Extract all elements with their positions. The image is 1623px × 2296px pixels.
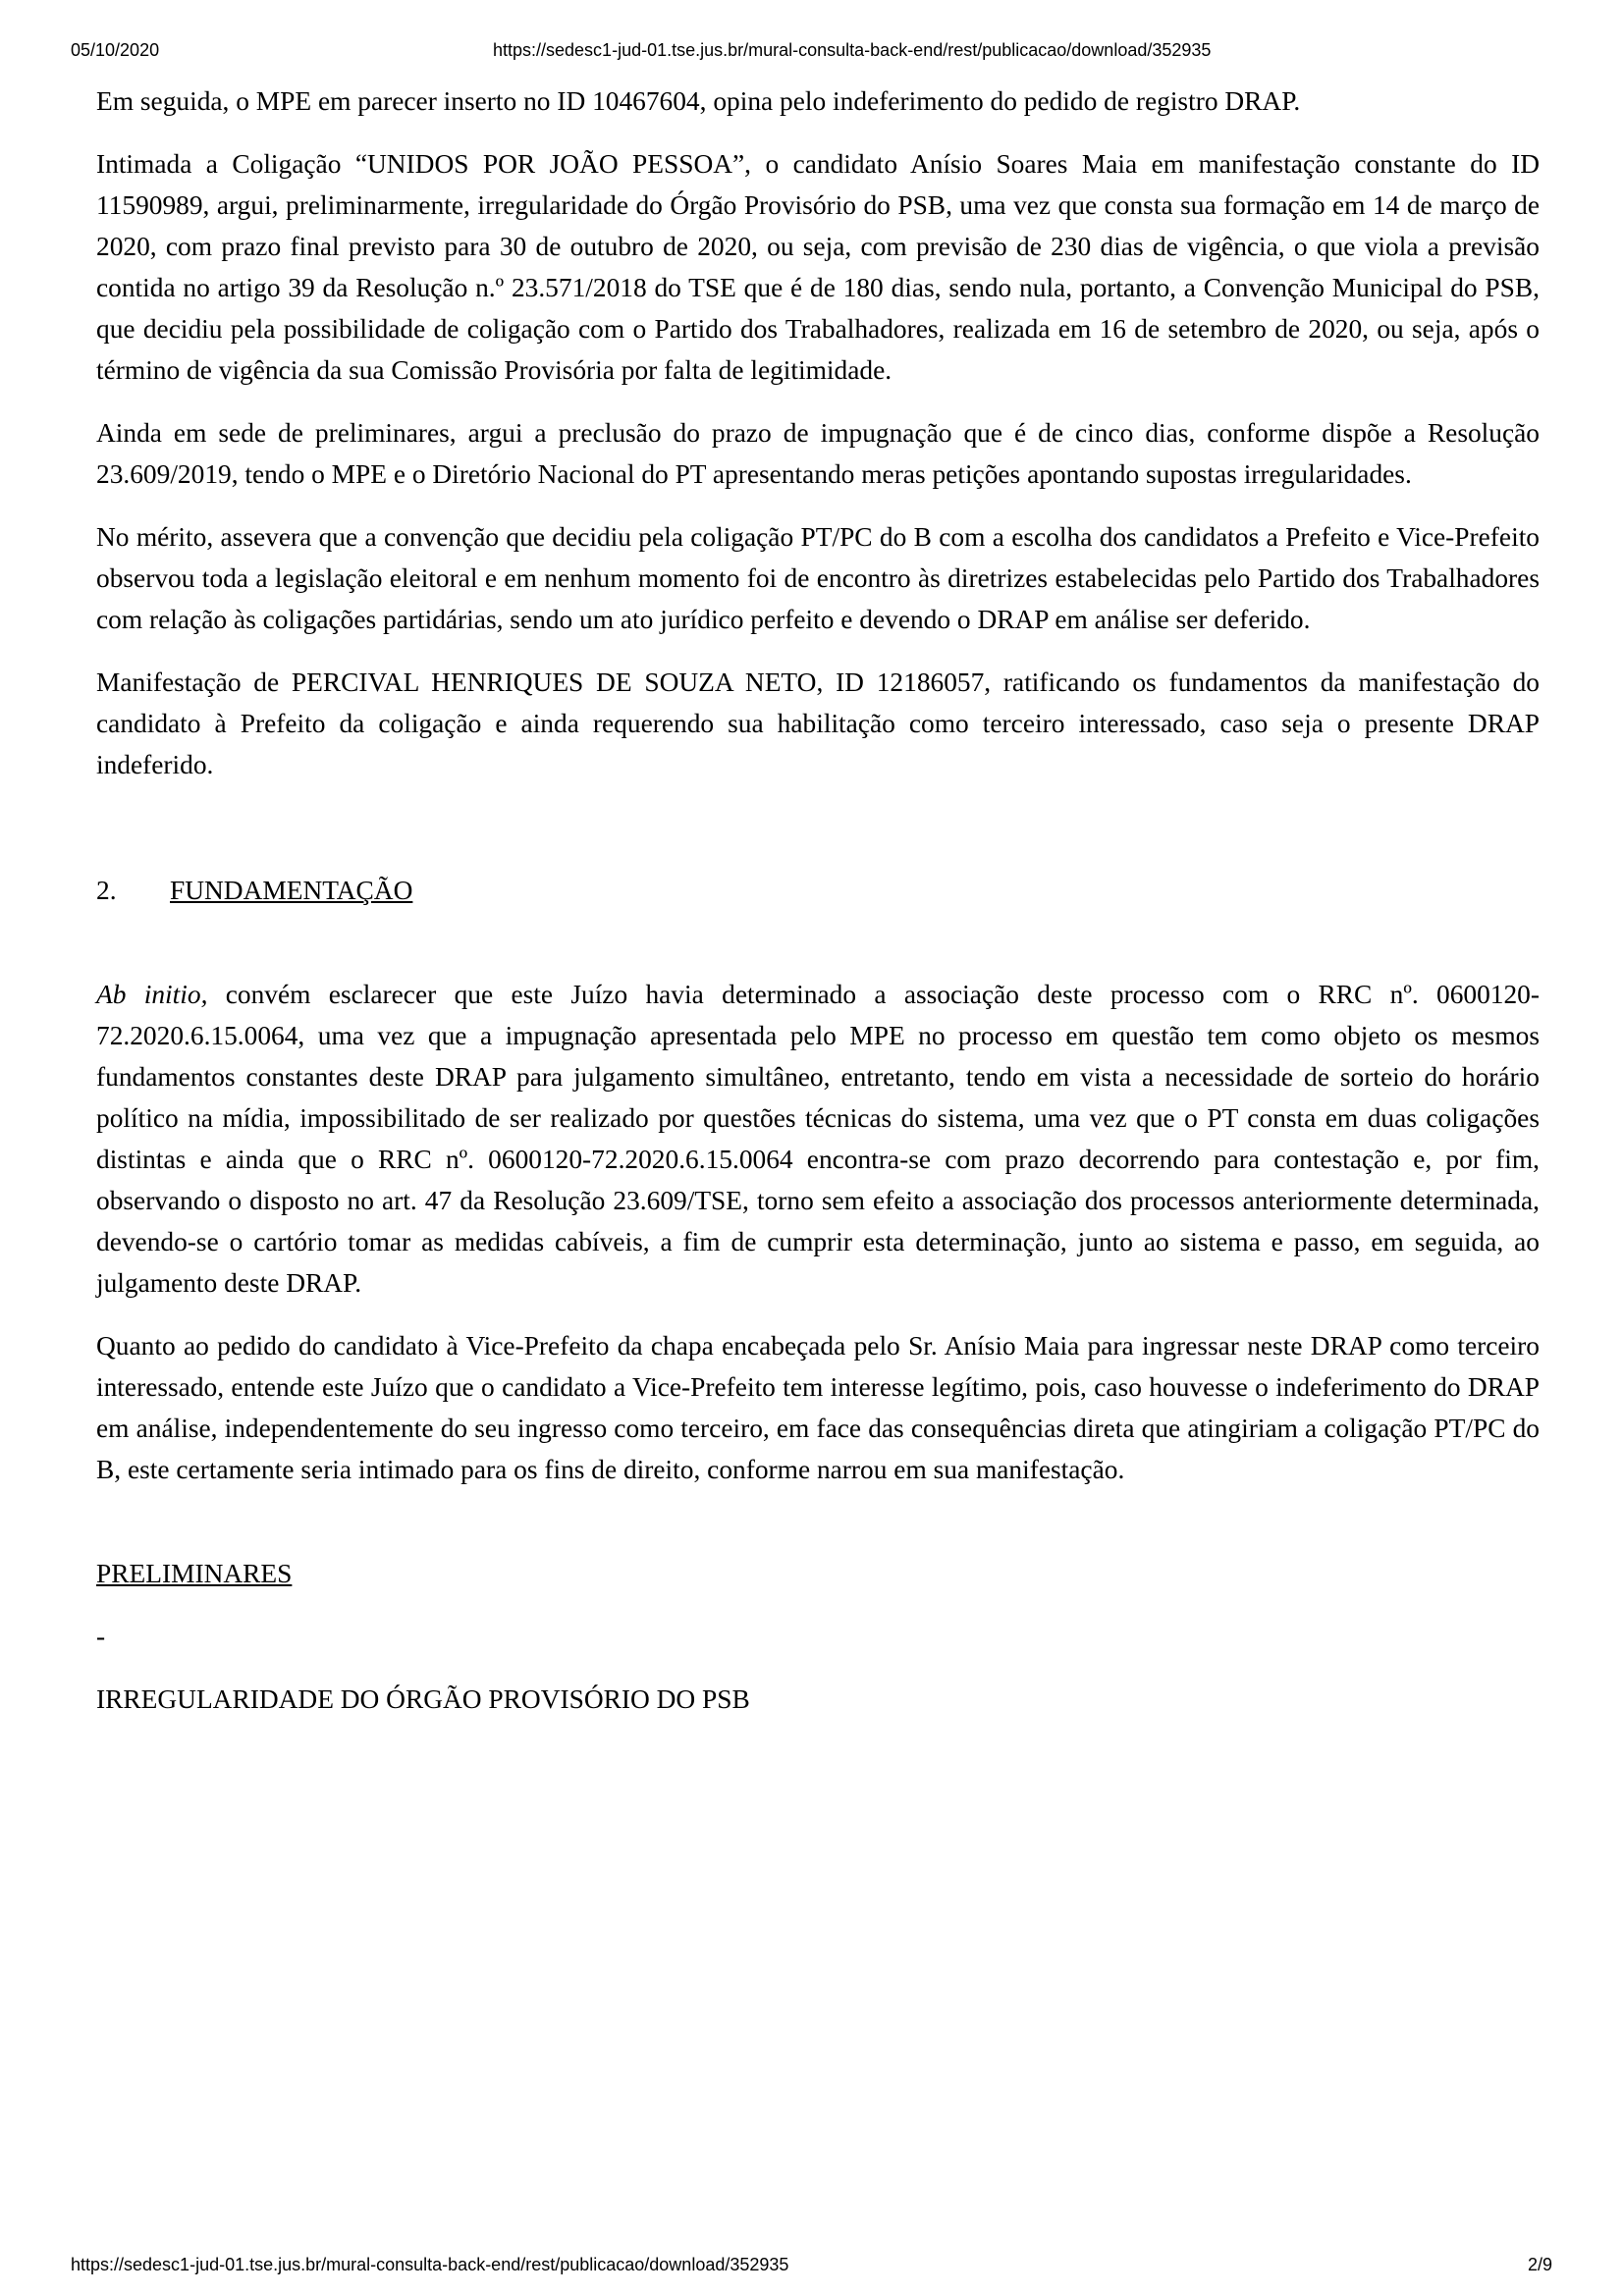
section-number: 2. (96, 876, 117, 905)
spacer (96, 911, 1540, 974)
paragraph-intimada-coligacao: Intimada a Coligação “UNIDOS POR JOÃO PESSOA”, o candidato Anísio Soares Maia em manifestação constante do ID 11590989, argui, preliminarmente, irregularidade do Órgão Provisório do PSB, uma vez que consta sua formação em 14 de março de 2020, com prazo final previsto para 30 de outubro de 2020, ou seja, com previsão de 230 dias de vigência, o que viola a previsão contida no artigo 39 da Resolução n.º 23.571/2018 do TSE que é de 180 dias, sendo nula, portanto, a Convenção Municipal do PSB, que decidiu pela possibilidade de coligação com o Partido dos Trabalhadores, realizada em 16 de setembro de 2020, ou seja, após o término de vigência da sua Comissão Provisória por falta de legitimidade. (96, 149, 1540, 385)
paragraph-vice-prefeito: Quanto ao pedido do candidato à Vice-Prefeito da chapa encabeçada pelo Sr. Anísio Maia para ingressar neste DRAP como terceiro interessado, entende este Juízo que o candidato a Vice-Prefeito tem interesse legítimo, pois, caso houvesse o indeferimento do DRAP em análise, independentemente do seu ingresso como terceiro, em face das consequências direta que atingiriam a coligação PT/PC do B, este certamente seria intimado para os fins de direito, conforme narrou em sua manifestação. (96, 1331, 1540, 1484)
spacer (96, 1594, 1540, 1616)
paragraph-ab-initio (96, 974, 1540, 1304)
spacer (96, 1512, 1540, 1553)
paragraph-mpe-parecer: Em seguida, o MPE em parecer inserto no ID 10467604, opina pelo indeferimento do pedido de registro DRAP. (96, 86, 1301, 116)
ab-initio-italic: Ab initio, (96, 980, 208, 1009)
spacer (96, 807, 1540, 870)
print-url-header: https://sedesc1-jud-01.tse.jus.br/mural-consulta-back-end/rest/publicacao/download/352935 (493, 40, 1212, 60)
paragraph-manifestacao-percival: Manifestação de PERCIVAL HENRIQUES DE SOUZA NETO, ID 12186057, ratificando os fundamentos da manifestação do candidato à Prefeito da coligação e ainda requerendo sua habilitação como terceiro interessado, caso seja o presente DRAP indeferido. (96, 667, 1540, 779)
heading-preliminares: PRELIMINARES (96, 1559, 293, 1588)
section-title: FUNDAMENTAÇÃO (170, 876, 413, 905)
paragraph-merito: No mérito, assevera que a convenção que decidiu pela coligação PT/PC do B com a escolha dos candidatos a Prefeito e Vice-Prefeito observou toda a legislação eleitoral e em nenhum momento foi de encontro às diretrizes estabelecidas pelo Partido dos Trabalhadores com relação às coligações partidárias, sendo um ato jurídico perfeito e devendo o DRAP em análise ser deferido. (96, 522, 1540, 634)
print-url-footer: https://sedesc1-jud-01.tse.jus.br/mural-consulta-back-end/rest/publicacao/download/352935 (71, 2255, 789, 2274)
section-heading-fundamentacao (96, 870, 1540, 911)
print-date: 05/10/2020 (71, 40, 160, 60)
page-number: 2/9 (1527, 2255, 1552, 2274)
ab-initio-text: convém esclarecer que este Juízo havia determinado a associação deste processo com o RRC nº. 0600120-72.2020.6.15.0064, uma vez que a impugnação apresentada pelo MPE no processo em questão tem como objeto os mesmos fundamentos constantes deste DRAP para julgamento simultâneo, entretanto, tendo em vista a necessidade de sorteio do horário político na mídia, impossibilitado de ser realizado por questões técnicas do sistema, uma vez que o PT consta em duas coligações distintas e ainda que o RRC nº. 0600120-72.2020.6.15.0064 encontra-se com prazo decorrendo para contestação e, por fim, observando o disposto no art. 47 da Resolução 23.609/TSE, torno sem efeito a associação dos processos anteriormente determinada, devendo-se o cartório tomar as medidas cabíveis, a fim de cumprir esta determinação, junto ao sistema e passo, em seguida, ao julgamento deste DRAP. (96, 980, 1540, 1298)
dash-marker: - (96, 1622, 106, 1651)
paragraph-preliminares-preclusao: Ainda em sede de preliminares, argui a preclusão do prazo de impugnação que é de cinco dias, conforme dispõe a Resolução 23.609/2019, tendo o MPE e o Diretório Nacional do PT apresentando meras petições apontando supostas irregularidades. (96, 418, 1540, 489)
document-body (96, 80, 1540, 1720)
spacer (96, 1657, 1540, 1679)
heading-irregularidade-psb: IRREGULARIDADE DO ÓRGÃO PROVISÓRIO DO PSB (96, 1684, 750, 1714)
